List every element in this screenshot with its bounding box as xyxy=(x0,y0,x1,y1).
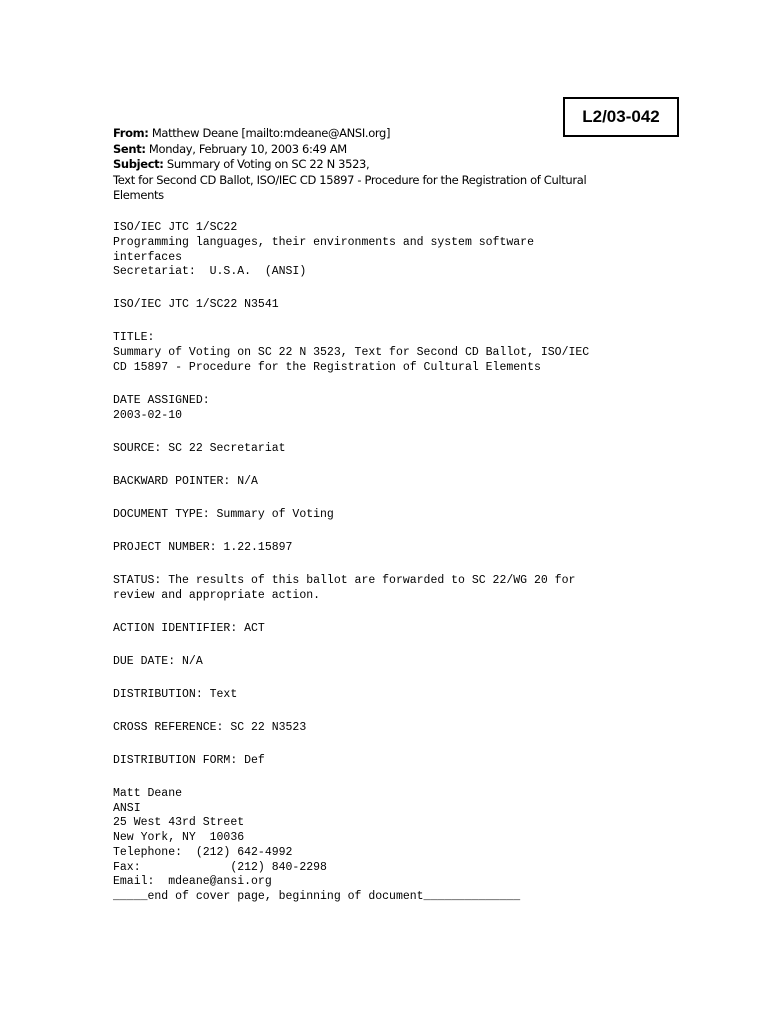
committee-block xyxy=(113,221,673,280)
title-line: CD 15897 - Procedure for the Registration of Cultural Elements xyxy=(113,360,541,374)
committee-line: ISO/IEC JTC 1/SC22 xyxy=(113,221,238,234)
subject-line-3: Elements xyxy=(113,188,164,202)
project-number-line: PROJECT NUMBER: 1.22.15897 xyxy=(113,540,293,554)
from-row xyxy=(113,126,673,142)
from-value: Matthew Deane [mailto:mdeane@ANSI.org] xyxy=(148,126,391,140)
contact-line: Telephone: (212) 642-4992 xyxy=(113,845,293,859)
cover-page-body xyxy=(113,221,673,905)
contact-line: New York, NY 10036 xyxy=(113,831,245,845)
document-type-line: DOCUMENT TYPE: Summary of Voting xyxy=(113,507,334,521)
subject-line-2: Text for Second CD Ballot, ISO/IEC CD 15897 - Procedure for the Registration of Cultural xyxy=(113,172,587,187)
subject-value: Summary of Voting on SC 22 N 3523, xyxy=(163,157,370,171)
from-label: From: xyxy=(113,126,149,140)
sent-row xyxy=(113,142,673,158)
status-line: review and appropriate action. xyxy=(113,588,321,602)
document-number: L2/03-042 xyxy=(582,107,660,126)
contact-block xyxy=(113,787,673,905)
source-line: SOURCE: SC 22 Secretariat xyxy=(113,441,286,455)
subject-label: Subject: xyxy=(113,157,164,171)
action-identifier-line: ACTION IDENTIFIER: ACT xyxy=(113,621,265,635)
date-line: DATE ASSIGNED: xyxy=(113,393,210,407)
status-line: STATUS: The results of this ballot are forwarded to SC 22/WG 20 for xyxy=(113,573,576,587)
date-block xyxy=(113,394,673,424)
subject-row xyxy=(113,157,673,173)
distribution-line: DISTRIBUTION: Text xyxy=(113,687,238,701)
title-line: TITLE: xyxy=(113,331,155,345)
sent-label: Sent: xyxy=(113,141,146,156)
due-date-line: DUE DATE: N/A xyxy=(113,654,203,668)
contact-line: 25 West 43rd Street xyxy=(113,816,245,830)
end-of-cover-page-line: _____end of cover page, beginning of document______________ xyxy=(113,890,521,904)
sent-value: Monday, February 10, 2003 6:49 AM xyxy=(145,141,347,156)
title-line: Summary of Voting on SC 22 N 3523, Text for Second CD Ballot, ISO/IEC xyxy=(113,346,590,360)
date-line: 2003-02-10 xyxy=(113,408,183,422)
email-header xyxy=(113,126,673,204)
committee-line: Programming languages, their environments and system software xyxy=(113,235,534,249)
contact-line: ANSI xyxy=(113,801,141,815)
doc-number-line: ISO/IEC JTC 1/SC22 N3541 xyxy=(113,298,279,312)
distribution-form-line: DISTRIBUTION FORM: Def xyxy=(113,753,265,767)
committee-line: Secretariat: U.S.A. (ANSI) xyxy=(113,265,307,279)
backward-pointer-line: BACKWARD POINTER: N/A xyxy=(113,474,258,488)
contact-line: Fax: (212) 840-2298 xyxy=(113,860,327,874)
cross-reference-line: CROSS REFERENCE: SC 22 N3523 xyxy=(113,720,307,734)
status-block xyxy=(113,574,673,604)
title-block xyxy=(113,331,673,375)
contact-email-line: Email: mdeane@ansi.org xyxy=(113,875,272,889)
contact-line: Matt Deane xyxy=(113,786,183,800)
committee-line: interfaces xyxy=(113,250,183,264)
